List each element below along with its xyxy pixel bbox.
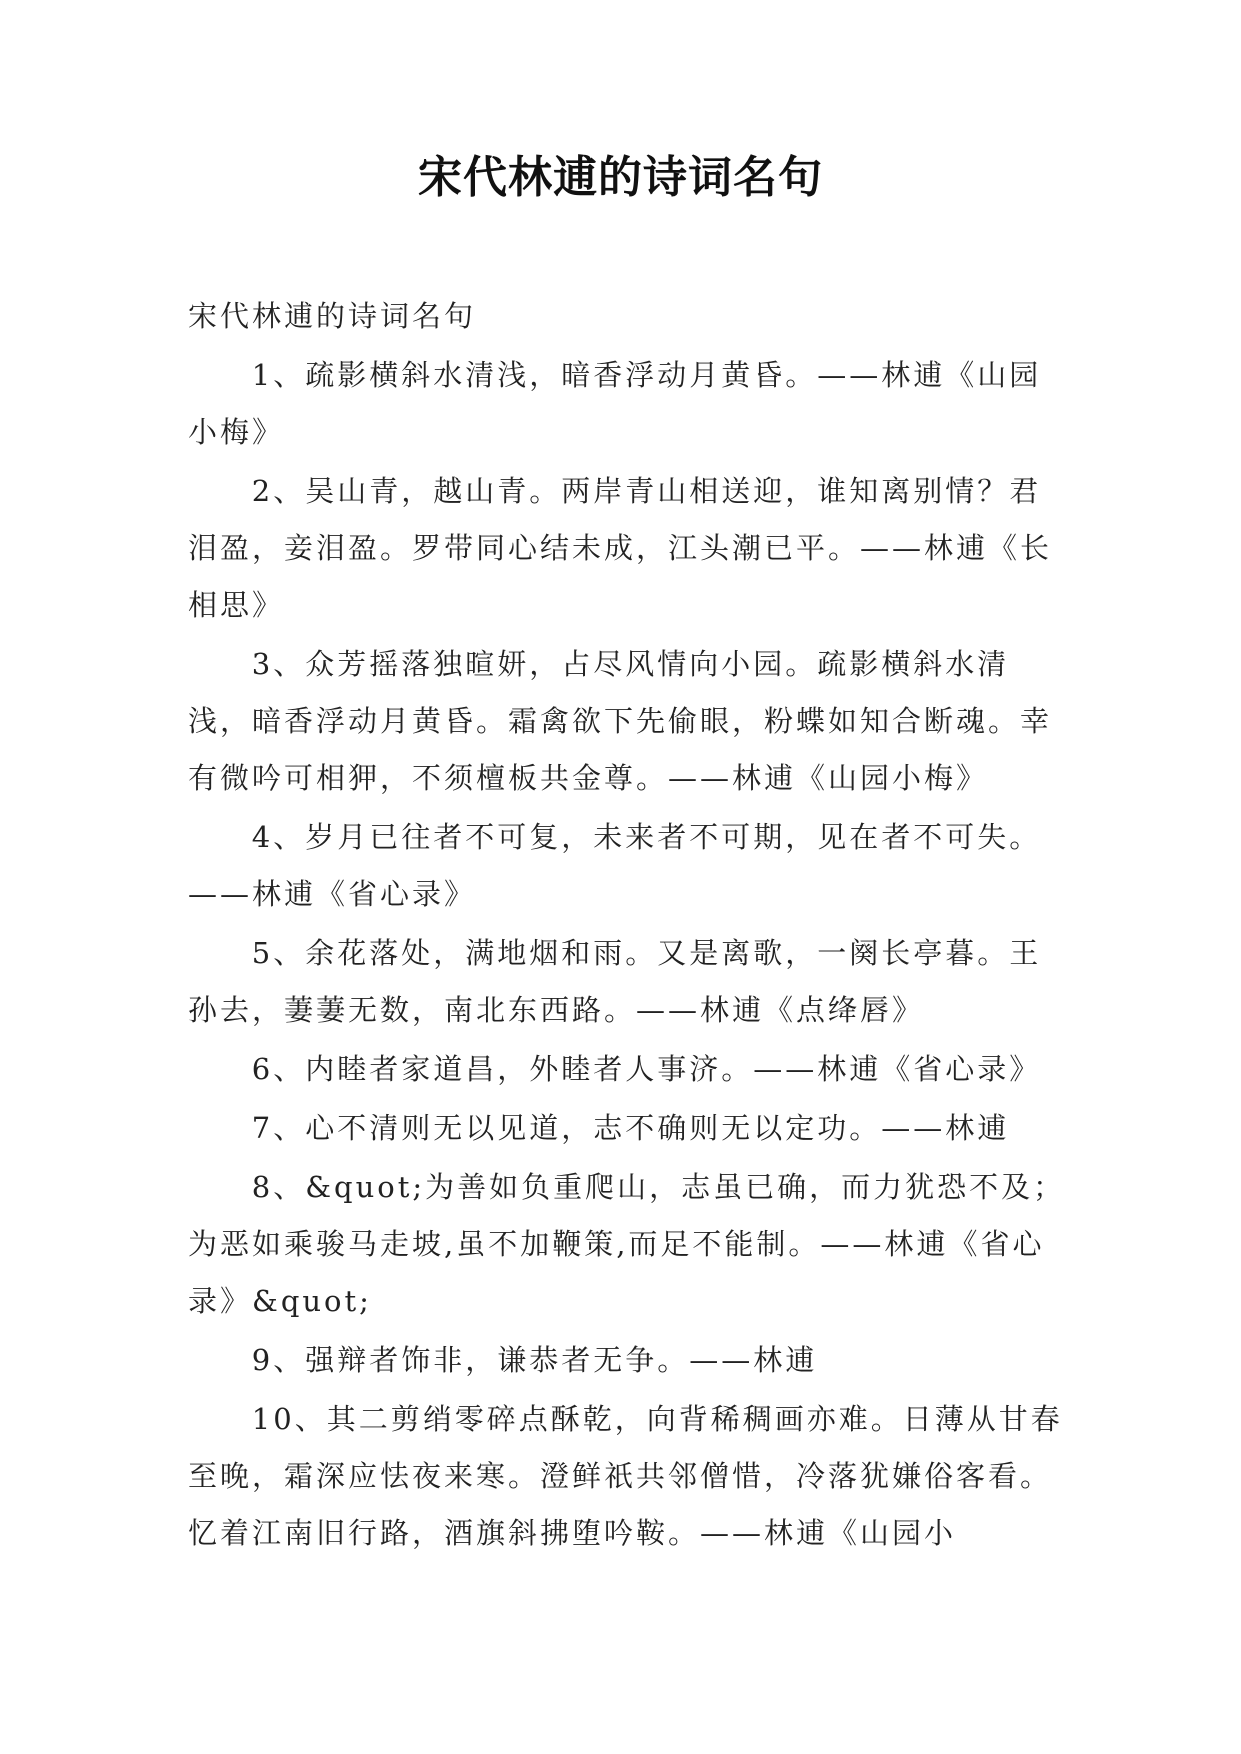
quote-item-10: 10、其二剪绡零碎点酥乾，向背稀稠画亦难。日薄从甘春至晚，霜深应怯夜来寒。澄鲜祇共邻僧惜，冷落犹嫌俗客看。忆着江南旧行路，酒旗斜拂堕吟鞍。——林逋《山园小 [188,1402,1063,1550]
document-body [188,288,1068,1564]
quote-item-1: 1、疏影横斜水清浅，暗香浮动月黄昏。——林逋《山园小梅》 [188,358,1042,449]
quote-item-6: 6、内睦者家道昌，外睦者人事济。——林逋《省心录》 [251,1052,1042,1086]
document-subtitle: 宋代林逋的诗词名句 [188,299,477,333]
document-title: 宋代林逋的诗词名句 [418,152,823,203]
quote-item-8: 8、&quot;为善如负重爬山，志虽已确，而力犹恐不及；为恶如乘骏马走坡,虽不加鞭策,而足不能制。——林逋《省心录》&quot; [188,1170,1066,1318]
quote-item-4: 4、岁月已往者不可复，未来者不可期，见在者不可失。——林逋《省心录》 [188,820,1042,911]
quote-item-5: 5、余花落处，满地烟和雨。又是离歌，一阕长亭暮。王孙去，萋萋无数，南北东西路。——林逋《点绛唇》 [188,936,1042,1027]
quote-item-3: 3、众芳摇落独暄妍，占尽风情向小园。疏影横斜水清浅，暗香浮动月黄昏。霜禽欲下先偷眼，粉蝶如知合断魂。幸有微吟可相狎，不须檀板共金尊。——林逋《山园小梅》 [188,647,1053,795]
quote-item-2: 2、吴山青，越山青。两岸青山相送迎，谁知离别情？君泪盈，妾泪盈。罗带同心结未成，江头潮已平。——林逋《长相思》 [188,474,1053,622]
quote-item-7: 7、心不清则无以见道，志不确则无以定功。——林逋 [251,1111,1010,1145]
quote-item-9: 9、强辩者饰非，谦恭者无争。——林逋 [251,1343,818,1377]
